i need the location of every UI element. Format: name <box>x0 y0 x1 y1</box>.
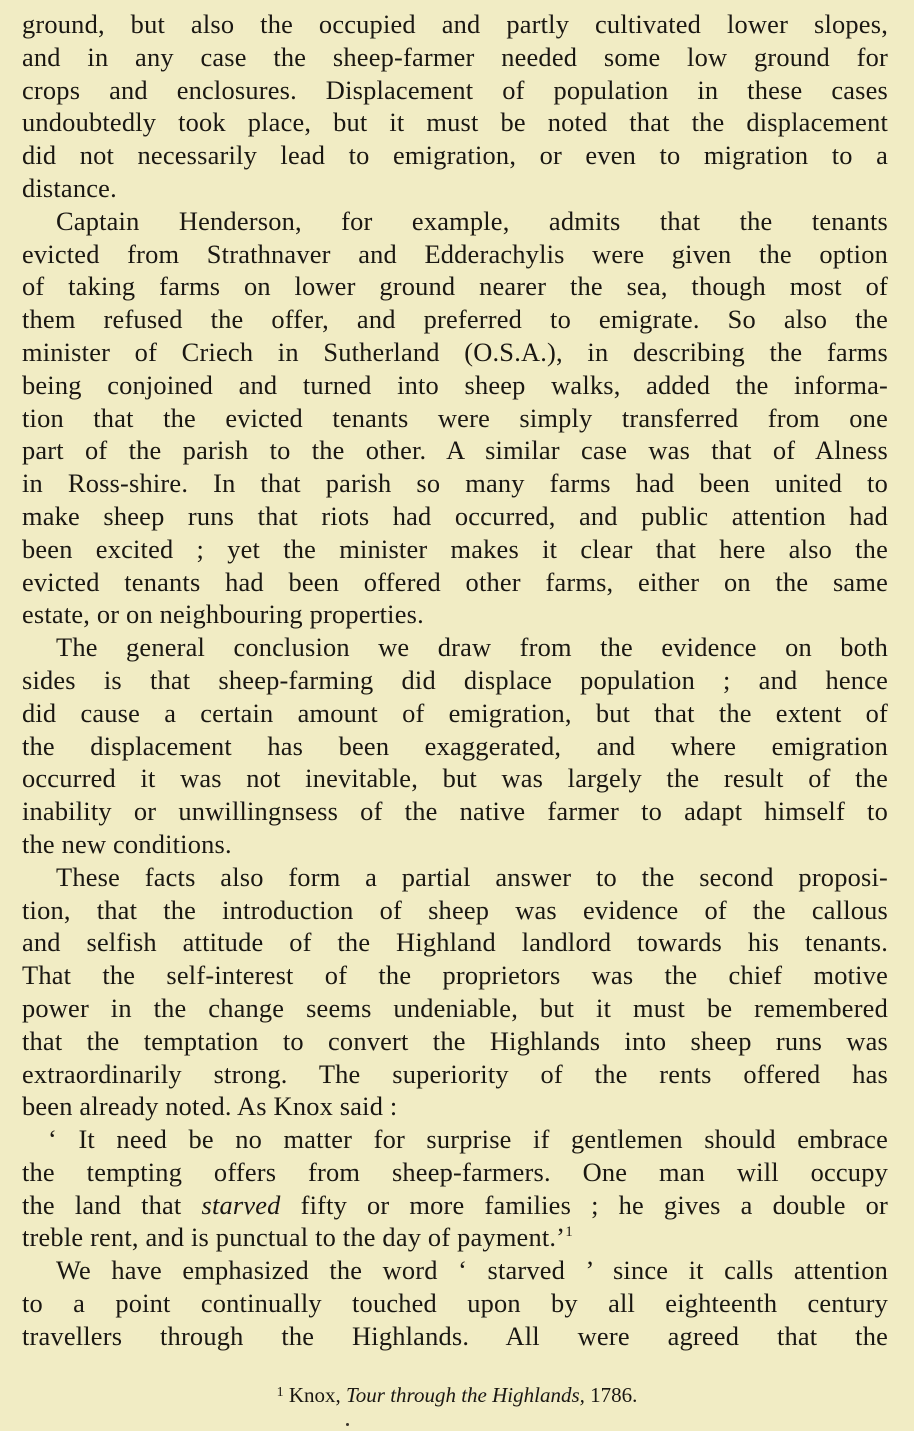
text-line: distance. <box>22 172 117 203</box>
quote-line <box>22 1221 888 1254</box>
text-line: extraordinarily strong. The superiority of the rents offered has <box>22 1058 888 1089</box>
quote-line <box>22 1189 888 1222</box>
paragraph-start: These facts also form a partial answer to the second proposi- <box>56 861 888 892</box>
text-line: evicted tenants had been offered other farms, either on the same <box>22 566 888 597</box>
text-line: being conjoined and turned into sheep walks, added the informa- <box>22 369 888 400</box>
text-line: tion that the evicted tenants were simply transferred from one <box>22 402 888 433</box>
text-line: sides is that sheep-farming did displace population ; and hence <box>22 664 888 695</box>
paragraph-start: The general conclusion we draw from the evidence on both <box>56 632 888 663</box>
text-line: That the self-interest of the proprietors was the chief motive <box>22 960 888 991</box>
footnote <box>0 1380 914 1408</box>
text-line: did cause a certain amount of emigration, but that the extent of <box>22 697 888 728</box>
text-line: been excited ; yet the minister makes it clear that here also the <box>22 533 888 564</box>
page-speck <box>346 1423 349 1426</box>
paragraph-start: Captain Henderson, for example, admits that the tenants <box>56 205 888 236</box>
text-line: to a point continually touched upon by all eighteenth century <box>22 1288 888 1319</box>
text-line: undoubtedly took place, but it must be noted that the displacement <box>22 107 888 138</box>
text-line: inability or unwillingnsess of the native farmer to adapt himself to <box>22 796 888 827</box>
text-line: travellers through the Highlands. All were agreed that the <box>22 1320 888 1351</box>
text-line: and selfish attitude of the Highland landlord towards his tenants. <box>22 927 888 958</box>
paragraph-start: We have emphasized the word ‘ starved ’ since it calls attention <box>56 1255 888 1286</box>
quote-line: the tempting offers from sheep-farmers. One man will occupy <box>22 1156 888 1187</box>
text-line: minister of Criech in Sutherland (O.S.A.), in describing the farms <box>22 336 888 367</box>
text-line: part of the parish to the other. A similar case was that of Alness <box>22 435 888 466</box>
footnote-title: Tour through the Highlands, <box>346 1383 585 1407</box>
text-line: evicted from Strathnaver and Edderachylis were given the option <box>22 238 888 269</box>
italic-emphasis: starved <box>201 1189 281 1220</box>
quote-line: ‘ It need be no matter for surprise if gentlemen should embrace <box>48 1124 888 1155</box>
text-line: the displacement has been exaggerated, and where emigration <box>22 730 888 761</box>
text-line: did not necessarily lead to emigration, or even to migration to a <box>22 140 888 171</box>
text-line: make sheep runs that riots had occurred, and public attention had <box>22 500 888 531</box>
text-line: ground, but also the occupied and partly cultivated lower slopes, <box>22 9 888 39</box>
text-line: occurred it was not inevitable, but was largely the result of the <box>22 763 888 794</box>
quote-text: treble rent, and is punctual to the day of payment.’ <box>22 1222 566 1253</box>
page-body <box>22 8 888 1353</box>
footnote-marker: 1 <box>565 1224 573 1241</box>
text-line: in Ross-shire. In that parish so many farms had been united to <box>22 468 888 499</box>
text-line: that the temptation to convert the Highlands into sheep runs was <box>22 1025 888 1056</box>
text-line: power in the change seems undeniable, but it must be remembered <box>22 992 888 1023</box>
text-line: of taking farms on lower ground nearer the sea, though most of <box>22 271 888 302</box>
text-line: tion, that the introduction of sheep was evidence of the callous <box>22 894 888 925</box>
text-line: crops and enclosures. Displacement of population in these cases <box>22 74 888 105</box>
footnote-year: 1786. <box>584 1383 638 1407</box>
text-line: and in any case the sheep-farmer needed some low ground for <box>22 41 888 72</box>
quote-text: the land that <box>22 1189 202 1220</box>
footnote-number: 1 <box>276 1385 284 1400</box>
text-line: the new conditions. <box>22 828 232 859</box>
text-line: them refused the offer, and preferred to emigrate. So also the <box>22 304 888 335</box>
text-line: estate, or on neighbouring properties. <box>22 599 424 630</box>
text-line: been already noted. As Knox said : <box>22 1091 398 1122</box>
footnote-author: Knox, <box>288 1383 347 1407</box>
quote-text: fifty or more families ; he gives a double or <box>280 1189 888 1220</box>
